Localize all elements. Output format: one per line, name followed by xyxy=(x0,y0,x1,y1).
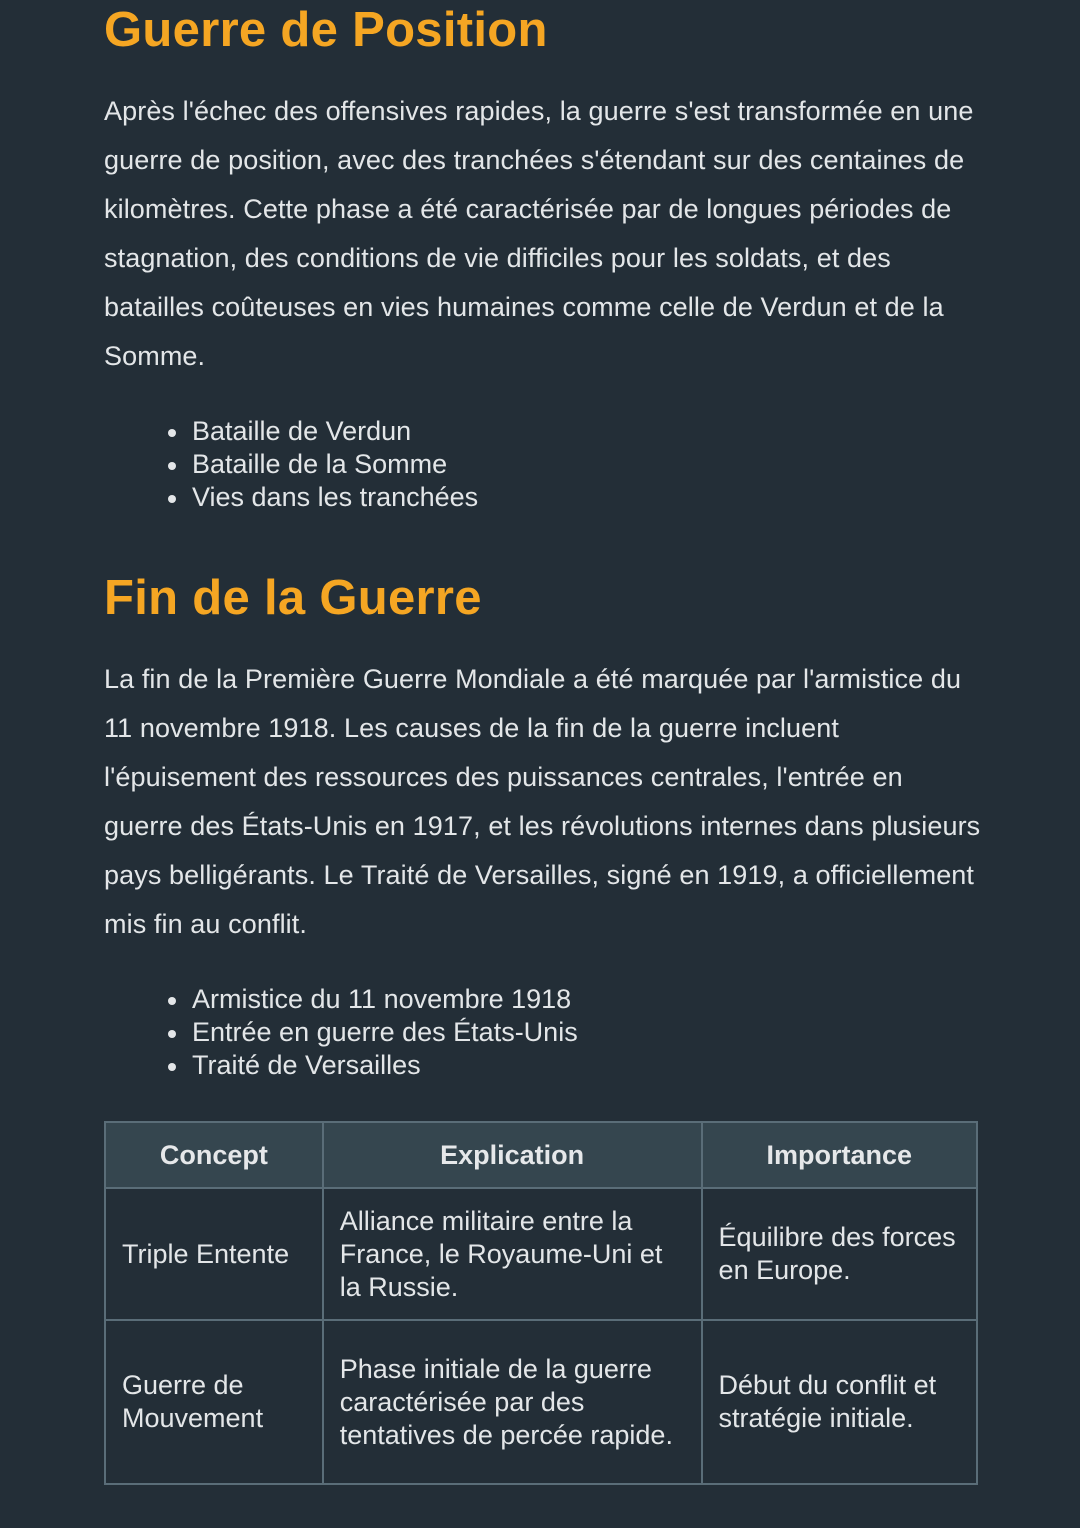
column-header-concept: Concept xyxy=(105,1122,323,1188)
section-paragraph-guerre-de-position: Après l'échec des offensives rapides, la guerre s'est transformée en une guerre de position, avec des tranchées s'étendant sur des centaines de kilomètres. Cette phase a été caractérisée par de longues périodes de stagnation, des conditions de vie difficiles pour les soldats, et des batailles coûteuses en vies humaines comme celle de Verdun et de la Somme. xyxy=(104,96,974,371)
list-item: Bataille de Verdun xyxy=(104,415,478,448)
table-row xyxy=(105,1320,977,1484)
bullet-list-guerre-de-position xyxy=(104,415,478,514)
cell-explication: Phase initiale de la guerre caractérisée par des tentatives de percée rapide. xyxy=(323,1320,702,1484)
list-item: Traité de Versailles xyxy=(104,1049,578,1082)
list-item: Bataille de la Somme xyxy=(104,448,478,481)
column-header-explication: Explication xyxy=(323,1122,702,1188)
cell-explication: Alliance militaire entre la France, le Royaume-Uni et la Russie. xyxy=(323,1188,702,1320)
section-paragraph-fin-de-la-guerre: La fin de la Première Guerre Mondiale a été marquée par l'armistice du 11 novembre 1918. Les causes de la fin de la guerre incluent l'épuisement des ressources des puissances centrales, l'entrée en guerre des États-Unis en 1917, et les révolutions internes dans plusieurs pays belligérants. Le Traité de Versailles, signé en 1919, a officiellement mis fin au conflit. xyxy=(104,664,981,939)
bullet-list-fin-de-la-guerre xyxy=(104,983,578,1082)
cell-concept: Guerre de Mouvement xyxy=(105,1320,323,1484)
cell-concept: Triple Entente xyxy=(105,1188,323,1320)
cell-importance: Début du conflit et stratégie initiale. xyxy=(702,1320,977,1484)
list-item: Armistice du 11 novembre 1918 xyxy=(104,983,578,1016)
list-item: Entrée en guerre des États-Unis xyxy=(104,1016,578,1049)
cell-importance: Équilibre des forces en Europe. xyxy=(702,1188,977,1320)
table-row xyxy=(105,1188,977,1320)
column-header-importance: Importance xyxy=(702,1122,977,1188)
section-heading-fin-de-la-guerre: Fin de la Guerre xyxy=(104,571,482,625)
concepts-table xyxy=(104,1121,978,1485)
table-header-row xyxy=(105,1122,977,1188)
list-item: Vies dans les tranchées xyxy=(104,481,478,514)
section-heading-guerre-de-position: Guerre de Position xyxy=(104,3,548,57)
